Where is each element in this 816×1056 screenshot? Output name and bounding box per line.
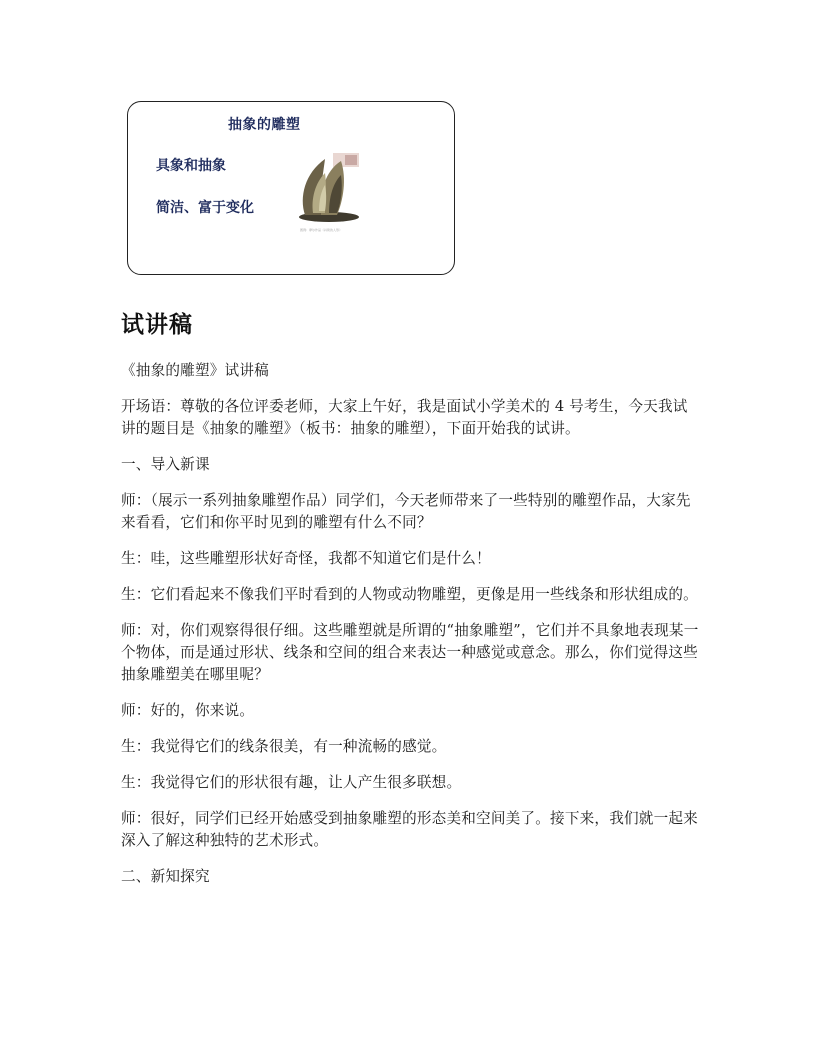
abstract-sculpture-image <box>295 153 359 225</box>
lesson-slide <box>127 101 455 275</box>
teacher-line: 师：好的，你来说。 <box>121 702 255 719</box>
student-line: 生：我觉得它们的线条很美，有一种流畅的感觉。 <box>121 738 447 755</box>
slide-point-concrete-abstract: 具象和抽象 <box>156 158 226 174</box>
document-heading: 试讲稿 <box>121 312 193 338</box>
teacher-line: 师：很好，同学们已经开始感受到抽象雕塑的形态美和空间美了。接下来，我们就一起来深入了解这种独特的艺术形式。 <box>121 810 698 849</box>
lecture-script-body <box>121 360 701 902</box>
student-line: 生：它们看起来不像我们平时看到的人物或动物雕塑，更像是用一些线条和形状组成的。 <box>121 586 698 603</box>
slide-title: 抽象的雕塑 <box>228 117 301 133</box>
section-heading-new-knowledge: 二、新知探究 <box>121 868 210 885</box>
teacher-line: 师：对，你们观察得很仔细。这些雕塑就是所谓的“抽象雕塑”，它们并不具象地表现某一个物体，而是通过形状、线条和空间的组合来表达一种感觉或意念。那么，你们觉得这些抽象雕塑美在哪里呢？ <box>121 622 699 683</box>
teacher-line: 师：（展示一系列抽象雕塑作品）同学们，今天老师带来了一些特别的雕塑作品，大家先来看看，它们和你平时见到的雕塑有什么不同？ <box>121 492 691 531</box>
section-heading-introduction: 一、导入新课 <box>121 456 210 473</box>
slide-point-simple-varied: 简洁、富于变化 <box>156 200 254 216</box>
image-caption: 图例：摩尔作品《斜倚的人形》 <box>300 228 343 232</box>
student-line: 生：我觉得它们的形状很有趣，让人产生很多联想。 <box>121 774 462 791</box>
opening-remarks: 开场语：尊敬的各位评委老师，大家上午好，我是面试小学美术的 4 号考生，今天我试讲的题目是《抽象的雕塑》（板书：抽象的雕塑），下面开始我的试讲。 <box>121 398 688 437</box>
student-line: 生：哇，这些雕塑形状好奇怪，我都不知道它们是什么！ <box>121 550 491 567</box>
script-title-line: 《抽象的雕塑》试讲稿 <box>121 362 269 379</box>
